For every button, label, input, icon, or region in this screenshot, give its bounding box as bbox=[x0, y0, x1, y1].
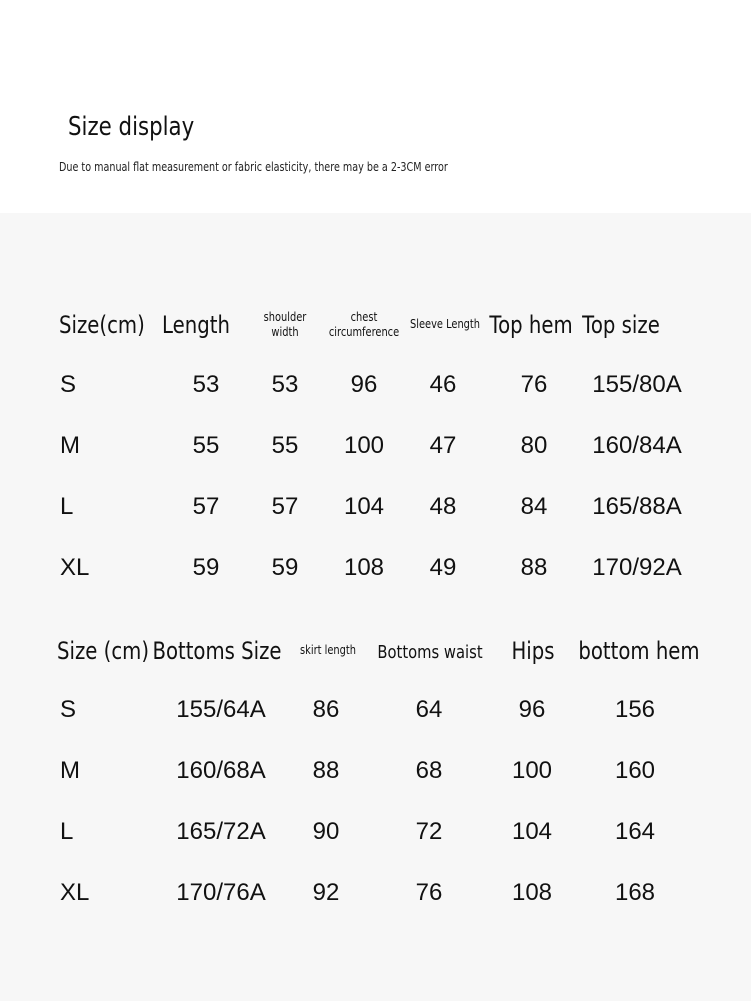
top-table-cell: 108 bbox=[343, 554, 385, 581]
top-table-cell: 96 bbox=[350, 371, 378, 398]
top-table-cell: L bbox=[60, 493, 74, 520]
top-table-cell: 55 bbox=[271, 432, 299, 459]
bottom-table-cell: 76 bbox=[415, 879, 443, 906]
top-table-cell: 84 bbox=[520, 493, 548, 520]
bottom-table-cell: 168 bbox=[614, 879, 656, 906]
top-table-cell: 160/84A bbox=[592, 432, 682, 459]
bottom-table-cell: 160/68A bbox=[176, 757, 266, 784]
bottom-header-bottoms-waist: Bottoms waist bbox=[377, 642, 483, 663]
page-title: Size display bbox=[68, 112, 195, 142]
bottom-header-hips: Hips bbox=[511, 637, 555, 665]
bottom-table-cell: 86 bbox=[312, 696, 340, 723]
top-header-top-hem: Top hem bbox=[489, 311, 573, 339]
top-table-cell: 57 bbox=[271, 493, 299, 520]
bottom-table-cell: 72 bbox=[415, 818, 443, 845]
top-table-cell: 47 bbox=[429, 432, 457, 459]
top-header-size: Size(cm) bbox=[59, 311, 145, 339]
top-header-length: Length bbox=[162, 311, 230, 339]
top-table-cell: 76 bbox=[520, 371, 548, 398]
bottom-table-cell: M bbox=[60, 757, 80, 784]
top-table-cell: 104 bbox=[343, 493, 385, 520]
measurement-note: Due to manual flat measurement or fabric elasticity, there may be a 2-3CM error bbox=[59, 160, 448, 174]
top-table-cell: 155/80A bbox=[592, 371, 682, 398]
bottom-table-cell: XL bbox=[60, 879, 90, 906]
bottom-table-cell: 160 bbox=[614, 757, 656, 784]
bottom-header-size: Size (cm) bbox=[57, 637, 150, 665]
bottom-table-cell: 156 bbox=[614, 696, 656, 723]
bottom-table-cell: 100 bbox=[511, 757, 553, 784]
top-table-cell: 49 bbox=[429, 554, 457, 581]
top-table-cell: 48 bbox=[429, 493, 457, 520]
top-table-cell: XL bbox=[60, 554, 90, 581]
bottom-table-cell: 155/64A bbox=[176, 696, 266, 723]
bottom-header-bottom-hem: bottom hem bbox=[578, 637, 700, 665]
bottom-table-cell: 164 bbox=[614, 818, 656, 845]
top-table-cell: 59 bbox=[271, 554, 299, 581]
bottom-header-bottoms-size: Bottoms Size bbox=[152, 637, 282, 665]
bottom-table-cell: 165/72A bbox=[176, 818, 266, 845]
bottom-table-cell: 96 bbox=[518, 696, 546, 723]
top-table-cell: 57 bbox=[192, 493, 220, 520]
bottom-table-cell: L bbox=[60, 818, 74, 845]
top-table-cell: 100 bbox=[343, 432, 385, 459]
top-header-sleeve-length: Sleeve Length bbox=[409, 317, 481, 331]
top-table-cell: 53 bbox=[271, 371, 299, 398]
bottom-table-cell: 68 bbox=[415, 757, 443, 784]
bottom-table-cell: 92 bbox=[312, 879, 340, 906]
top-table-cell: 53 bbox=[192, 371, 220, 398]
top-table-cell: M bbox=[60, 432, 80, 459]
bottom-table-cell: 64 bbox=[415, 696, 443, 723]
top-table-cell: 55 bbox=[192, 432, 220, 459]
top-table-cell: S bbox=[60, 371, 77, 398]
top-header-shoulder-width: shoulder width bbox=[263, 310, 307, 339]
bottom-table-cell: 88 bbox=[312, 757, 340, 784]
bottom-table-cell: 108 bbox=[511, 879, 553, 906]
top-table-cell: 80 bbox=[520, 432, 548, 459]
bottom-header-skirt-length: skirt length bbox=[300, 643, 356, 657]
top-header-top-size: Top size bbox=[582, 311, 660, 339]
bottom-table-cell: 104 bbox=[511, 818, 553, 845]
bottom-table-cell: S bbox=[60, 696, 77, 723]
top-table-cell: 46 bbox=[429, 371, 457, 398]
top-header-chest-circumference: chest circumference bbox=[328, 310, 400, 339]
bottom-table-cell: 170/76A bbox=[176, 879, 266, 906]
top-table-cell: 59 bbox=[192, 554, 220, 581]
header-area bbox=[0, 0, 751, 213]
top-table-cell: 165/88A bbox=[592, 493, 682, 520]
top-table-cell: 170/92A bbox=[592, 554, 682, 581]
bottom-table-cell: 90 bbox=[312, 818, 340, 845]
top-table-cell: 88 bbox=[520, 554, 548, 581]
